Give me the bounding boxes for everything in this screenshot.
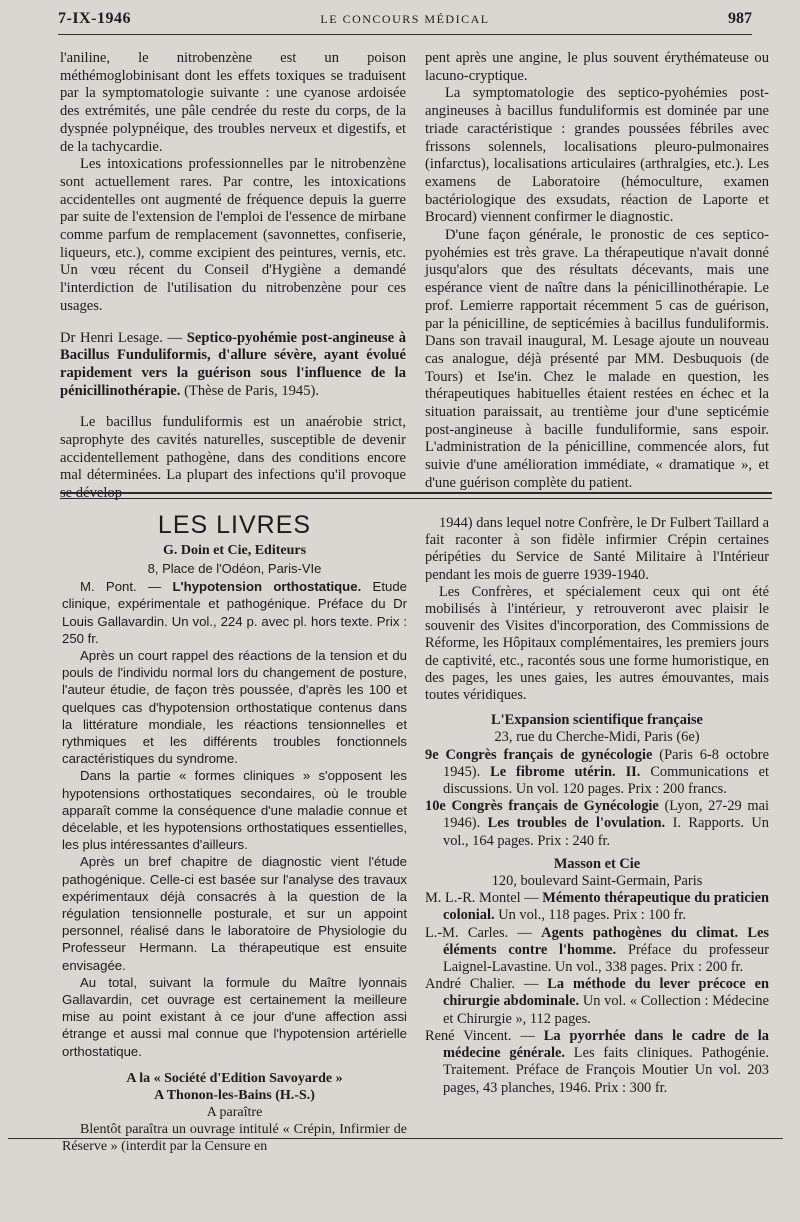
book-title: La pyorrhée dans le cadre de la médecine générale. — [443, 1027, 769, 1062]
book-title: La méthode du lever précoce en chirurgie abdominale. — [443, 976, 769, 1010]
paragraph: Blentôt paraîtra un ouvrage intitulé « Crépin, Infirmier de Réserve » (interdit par la Censure en — [62, 1121, 407, 1154]
books-column-right — [425, 515, 769, 1097]
publisher-address: 23, rue du Cherche-Midi, Paris (6e) — [494, 729, 700, 746]
journal-title: LE CONCOURS MÉDICAL — [320, 12, 490, 26]
paragraph: 1944) dans lequel notre Confrère, le Dr Fulbert Taillard a fait raconter à son fidèle infirmier Crépin certaines péripéties du Service de Santé Militaire à l'Intérieur pendant les mois de guerre 1939-1940. — [425, 515, 769, 583]
publisher-address: A Thonon-les-Bains (H.-S.) — [154, 1087, 315, 1103]
book-author: M. Pont. — — [80, 579, 162, 595]
book-description: Les faits cliniques. Pathogénie. Traitement. Préface de François Moutier Un vol. 203 pages, 43 planches, 1946. Prix : 300 fr. — [443, 1045, 769, 1096]
article-column-left — [60, 50, 406, 503]
paragraph: D'une façon générale, le pronostic de ces septico-pyohémies est très grave. La thérapeutique n'avait donné jusqu'alors que des résultats décevants, mais une espérance vient de naître dans la pénicillinothérapie. Le prof. Lemierre rapportait récemment 5 cas de guérison, par la pénicilline, de septicémies à bacillus funduliformis. Dans son travail inaugural, M. Lesage ajoute un nouveau cas analogue, déjà présenté par MM. Desbuquois (de Tours) et Ise'in. Chez le malade en question, les thérapeutiques habituelles étaient restées en échec et la situation paraissait, au trentième jour d'une septicémie post-angineuse à bacille funduliformie, sans espoir. L'administration de la pénicilline, commencée alors, fut suivie d'une amélioration immédiate, « dramatique », et d'une guérison complète du patient. — [425, 227, 769, 491]
book-description: Un vol. « Collection : Médecine et Chirurgie », 112 pages. — [443, 993, 769, 1027]
book-entry — [425, 976, 769, 1028]
book-subtitle: Le fibrome utérin. II. — [490, 763, 641, 780]
publisher-name: G. Doin et Cie, Editeurs — [162, 543, 307, 559]
announcement-label: A paraître — [206, 1104, 263, 1120]
book-subtitle: Les troubles de l'ovulation. — [487, 815, 666, 832]
paragraph: Les Confrères, et spécialement ceux qui ont été mobilisés à l'intérieur, y retrouveront avec plaisir le souvenir des Visites d'incorporation, des Commissions de Réforme, les Hôpitaux complémentaires, les premiers jours de captivité, etc., racontés sous une forme humoristique, en des pages, les unes gaies, les autres émouvantes, mais toutes véridiques. — [425, 583, 769, 704]
paragraph: Après un bref chapitre de diagnostic vient l'étude pathogénique. Celle-ci est basée sur l'analyse des travaux expérimentaux déjà consacrés à la question de la régulation tensionnelle posturale, et sur un appoint personnel, réalisé dans le laboratoire de Physiologie du Professeur Hermann. La thérapeutique est ensuite envisagée. — [62, 854, 407, 973]
book-title: 9e Congrès français de gynécologie — [425, 746, 653, 763]
book-description: I. Rapports. Un vol., 164 pages. Prix : 240 fr. — [443, 815, 769, 849]
book-entry — [425, 925, 769, 977]
publisher-address: 8, Place de l'Odéon, Paris-VIe — [147, 561, 322, 577]
page-header — [58, 8, 752, 32]
book-title: L'hypotension orthostatique. — [172, 579, 362, 595]
book-entry — [425, 890, 769, 924]
section-divider — [60, 492, 772, 494]
book-detail: (Paris 6-8 octobre 1945). — [443, 746, 769, 780]
issue-date: 7-IX-1946 — [58, 10, 131, 27]
publisher-address: 120, boulevard Saint-Germain, Paris — [491, 873, 703, 890]
thesis-source: (Thèse de Paris, 1945). — [184, 382, 320, 399]
article-column-right — [425, 50, 769, 493]
page-number: 987 — [728, 10, 752, 27]
book-description: Préface du professeur Laignel-Lavastine. Un vol., 338 pages. Prix : 200 fr. — [443, 941, 769, 976]
paragraph: pent après une angine, le plus souvent érythémateuse ou lacuno-cryptique. — [425, 50, 769, 84]
publisher-name: Masson et Cie — [553, 855, 641, 872]
book-title: 10e Congrès français de Gynécologie — [425, 798, 659, 815]
book-description: Etude clinique, expérimentale et pathogénique. Préface du Dr Louis Gallavardin. Un vol., 224 p. avec pl. hors texte. Prix : 250 fr. — [62, 579, 407, 646]
books-column-left — [62, 511, 407, 1155]
header-rule — [58, 34, 752, 35]
paragraph: Les intoxications professionnelles par le nitrobenzène sont actuellement rares. Par contre, les intoxications accidentelles ont augmenté de fréquence depuis la guerre par suite de l'extension de l'emploi de l'essence de mirbane comme parfum de remplacement (savonnettes, confiserie, liqueurs, etc.), comme excipient des peintures, vernis, etc. Un vœu récent du Conseil d'Hygiène a demandé l'interdiction de l'utilisation du nitrobenzène pour ces usages. — [60, 156, 406, 314]
paragraph: Le bacillus funduliformis est un anaérobie strict, saprophyte des cavités naturelles, susceptible de devenir accidentellement pathogène, dans des conditions encore mal déterminées. La plupart des infections qu'il provoque se dévelop- — [60, 414, 406, 502]
book-author: L.-M. Carles. — — [425, 924, 532, 941]
book-entry — [425, 798, 769, 850]
book-entry — [425, 1028, 769, 1097]
publisher-name: L'Expansion scientifique française — [491, 712, 703, 729]
book-author: René Vincent. — — [425, 1027, 535, 1044]
section-heading: LES LIVRES — [157, 511, 312, 539]
section-divider — [60, 498, 772, 499]
paragraph: Au total, suivant la formule du Maître lyonnais Gallavardin, cet ouvrage est certainement la meilleure mise au point existant à ce jour d'une affection assi étrange et aussi mal connue que l'hypotension artérielle orthostatique. — [62, 974, 407, 1059]
footer-rule — [8, 1138, 783, 1139]
book-author: M. L.-R. Montel — — [425, 890, 539, 907]
book-description: Un vol., 118 pages. Prix : 100 fr. — [498, 907, 686, 924]
paragraph: La symptomatologie des septico-pyohémies post-angineuses à bacillus funduliformis est dominée par une triade caractéristique : grandes poussées fébriles avec frissons solennels, localisations pleuro-pulmonaires (infarctus), localisations articulaires (arthralgies, etc.). Les examens de Laboratoire (hémoculture, examen bactériologique des exsudats, réaction de Laporte et Brocard) viennent confirmer le diagnostic. — [425, 85, 769, 226]
book-entry — [425, 747, 769, 799]
book-author: André Chalier. — — [425, 976, 539, 993]
book-description: Communications et discussions. Un vol. 120 pages. Prix : 200 francs. — [443, 763, 769, 798]
paragraph: Après un court rappel des réactions de la tension et du pouls de l'individu normal lors du changement de posture, l'auteur étudie, de façon très poussée, d'après les 100 et quelques cas d'hypotension orthostatique contenus dans la littérature mondiale, les réactions tensionnelles et rythmiques et les différents troubles fonctionnels caractéristiques du syndrome. — [62, 648, 407, 767]
thesis-author: Dr Henri Lesage. — — [60, 329, 183, 346]
thesis-title: Septico-pyohémie post-angineuse à Bacillus Funduliformis, d'allure sévère, ayant évolué rapidement vers la guérison sous l'influence de la pénicillinothérapie. — [60, 329, 406, 399]
book-detail: (Lyon, 27-29 mai 1946). — [443, 798, 770, 832]
book-entry — [62, 578, 407, 647]
publisher-name: A la « Société d'Edition Savoyarde » — [126, 1070, 343, 1086]
thesis-entry — [60, 330, 406, 401]
book-title: Agents pathogènes du climat. Les éléments contre l'homme. — [443, 924, 769, 958]
paragraph: l'aniline, le nitrobenzène est un poison méthémoglobinisant dont les effets toxiques se traduisent par la symptomatologie suivante : une cyanose ardoisée des extrémités, une pâle cendrée du reste du corps, de la dyspnée polypnéique, des troubles nerveux et digestifs, et de la tachycardie. — [60, 50, 406, 155]
paragraph: Dans la partie « formes cliniques » s'opposent les hypotensions orthostatiques secondaires, où le trouble apparaît comme la conséquence d'une maladie connue et décelable, et les hypotensions orthostatiques essentielles, les plus intéressantes d'ailleurs. — [62, 768, 407, 853]
book-title: Mémento thérapeutique du praticien colonial. — [443, 890, 769, 924]
